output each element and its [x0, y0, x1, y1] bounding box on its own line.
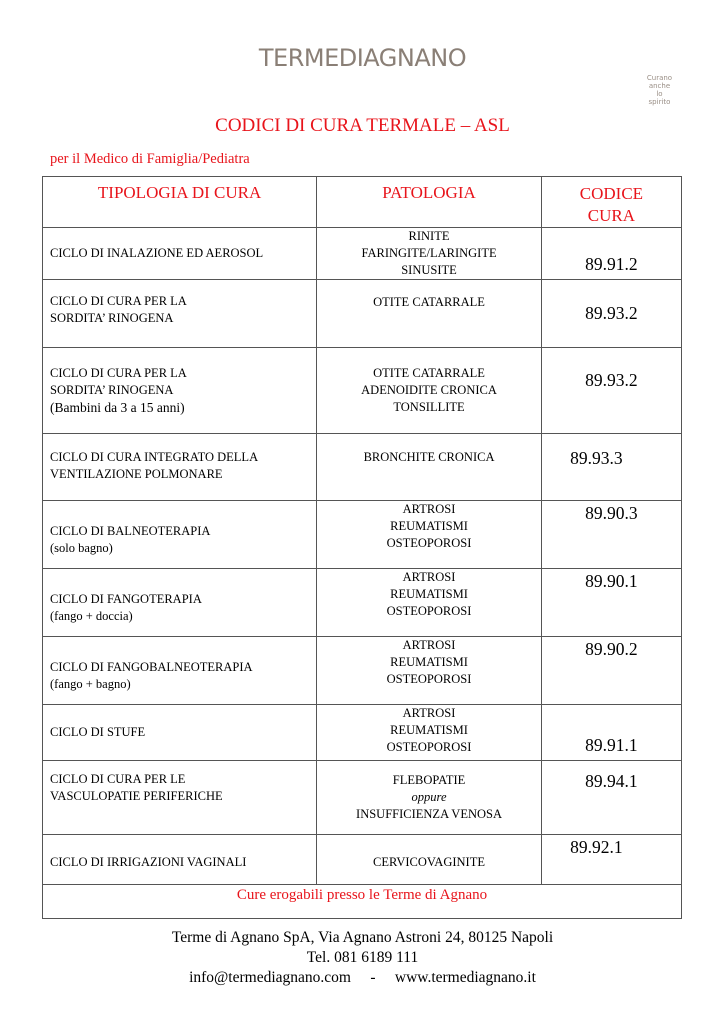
table-row	[43, 501, 682, 569]
cure-text: CICLO DI FANGOTERAPIA	[50, 591, 202, 606]
pathology-text: ARTROSI	[402, 706, 456, 720]
cure-cell	[43, 835, 317, 885]
cure-cell	[43, 434, 317, 501]
pathology-cell	[317, 637, 542, 705]
pathology-text: TONSILLITE	[393, 400, 465, 414]
cure-note: (Bambini da 3 a 15 anni)	[50, 399, 185, 415]
pathology-cell	[317, 705, 542, 761]
pathology-text: REUMATISMI	[390, 655, 468, 669]
cure-code: 89.92.1	[570, 837, 623, 857]
pathology-cell	[317, 280, 542, 348]
pathology-text: BRONCHITE CRONICA	[363, 450, 495, 464]
table-row	[43, 637, 682, 705]
table-row	[43, 348, 682, 434]
cure-text: CICLO DI INALAZIONE ED AEROSOL	[50, 246, 264, 260]
pathology-text: REUMATISMI	[390, 519, 468, 533]
cure-cell	[43, 280, 317, 348]
pathology-text: CERVICOVAGINITE	[373, 855, 485, 869]
table-row	[43, 705, 682, 761]
cure-code: 89.90.1	[585, 571, 638, 591]
cure-cell	[43, 761, 317, 835]
cure-code: 89.91.2	[585, 254, 638, 274]
cure-cell	[43, 569, 317, 637]
code-cell	[541, 434, 681, 501]
cure-code: 89.93.2	[585, 303, 638, 323]
cure-text: CICLO DI CURA PER LA	[50, 293, 187, 308]
cure-text: CICLO DI CURA PER LE	[50, 772, 186, 786]
footer-contacts: info@termediagnano.com - www.termediagnano.it	[189, 969, 536, 986]
pathology-cell	[317, 228, 542, 280]
cure-text: (solo bagno)	[50, 540, 113, 555]
table-row	[43, 280, 682, 348]
cure-code: 89.93.3	[570, 448, 623, 468]
cure-code: 89.90.3	[585, 503, 638, 523]
table-row	[43, 569, 682, 637]
cure-cell	[43, 705, 317, 761]
code-cell	[541, 569, 681, 637]
table-header-row	[43, 177, 682, 228]
cure-text: SORDITA’ RINOGENA	[50, 382, 174, 397]
code-cell	[541, 637, 681, 705]
logo-tagline: Curano anche lo spirito	[646, 74, 673, 106]
pathology-text: OSTEOPOROSI	[386, 604, 472, 618]
pathology-text: ARTROSI	[402, 570, 456, 584]
table-row	[43, 761, 682, 835]
pathology-text: FLEBOPATIE	[392, 773, 466, 787]
pathology-text: OTITE CATARRALE	[373, 366, 485, 380]
page-title: CODICI DI CURA TERMALE – ASL	[215, 115, 510, 136]
cure-cell	[43, 637, 317, 705]
pathology-cell	[317, 501, 542, 569]
table-row	[43, 434, 682, 501]
code-cell	[541, 348, 681, 434]
cure-code: 89.90.2	[585, 639, 638, 659]
cure-text: CICLO DI STUFE	[50, 725, 146, 739]
cure-text: VENTILAZIONE POLMONARE	[50, 467, 223, 481]
cure-code: 89.93.2	[585, 370, 638, 390]
code-cell	[541, 501, 681, 569]
footer-phone: Tel. 081 6189 111	[306, 949, 419, 966]
cure-text: CICLO DI FANGOBALNEOTERAPIA	[50, 659, 253, 674]
cure-cell	[43, 348, 317, 434]
pathology-cell	[317, 761, 542, 835]
pathology-text: FARINGITE/LARINGITE	[361, 246, 497, 260]
code-cell	[541, 280, 681, 348]
cure-text: CICLO DI CURA INTEGRATO DELLA	[50, 450, 259, 464]
code-cell	[541, 228, 681, 280]
pathology-text: oppure	[411, 790, 447, 804]
pathology-text: OSTEOPOROSI	[386, 536, 472, 550]
code-cell	[541, 835, 681, 885]
pathology-text: ARTROSI	[402, 502, 456, 516]
table-footer-row	[43, 885, 682, 919]
pathology-cell	[317, 348, 542, 434]
pathology-text: REUMATISMI	[390, 587, 468, 601]
table-row	[43, 835, 682, 885]
cure-text: CICLO DI IRRIGAZIONI VAGINALI	[50, 855, 247, 869]
header-code-line1: CODICE	[579, 184, 644, 203]
pathology-text: OSTEOPOROSI	[386, 672, 472, 686]
pathology-text: ADENOIDITE CRONICA	[361, 383, 497, 397]
cure-text: CICLO DI CURA PER LA	[50, 365, 187, 380]
page-subtitle: per il Medico di Famiglia/Pediatra	[50, 151, 250, 167]
cure-text: VASCULOPATIE PERIFERICHE	[50, 789, 223, 803]
cure-text: (fango + bagno)	[50, 676, 131, 691]
pathology-text: OSTEOPOROSI	[386, 740, 472, 754]
footer-company: Terme di Agnano SpA, Via Agnano Astroni 24, 80125 Napoli	[171, 929, 554, 946]
pathology-text: INSUFFICIENZA VENOSA	[356, 807, 502, 821]
pathology-text: REUMATISMI	[390, 723, 468, 737]
pathology-text: SINUSITE	[401, 263, 457, 277]
logo	[0, 44, 725, 106]
table-footer-note: Cure erogabili presso le Terme di Agnano	[43, 885, 682, 919]
pathology-text: RINITE	[408, 229, 450, 243]
pathology-text: OTITE CATARRALE	[373, 295, 485, 309]
cure-codes-table	[42, 176, 682, 919]
code-cell	[541, 705, 681, 761]
cure-text: CICLO DI BALNEOTERAPIA	[50, 523, 211, 538]
page-footer	[0, 928, 725, 988]
header-code-line2: CURA	[587, 206, 636, 225]
cure-text: SORDITA’ RINOGENA	[50, 310, 174, 325]
header-cure-type: TIPOLOGIA DI CURA	[43, 177, 317, 228]
header-code	[541, 177, 681, 228]
cure-cell	[43, 501, 317, 569]
pathology-cell	[317, 569, 542, 637]
pathology-text: ARTROSI	[402, 638, 456, 652]
cure-cell	[43, 228, 317, 280]
cure-code: 89.91.1	[585, 735, 638, 755]
table-row	[43, 228, 682, 280]
code-cell	[541, 761, 681, 835]
pathology-cell	[317, 835, 542, 885]
cure-text: (fango + doccia)	[50, 608, 133, 623]
cure-code: 89.94.1	[585, 771, 638, 791]
pathology-cell	[317, 434, 542, 501]
logo-wordmark: TERMEDIAGNANO	[258, 44, 467, 72]
header-pathology: PATOLOGIA	[317, 177, 542, 228]
